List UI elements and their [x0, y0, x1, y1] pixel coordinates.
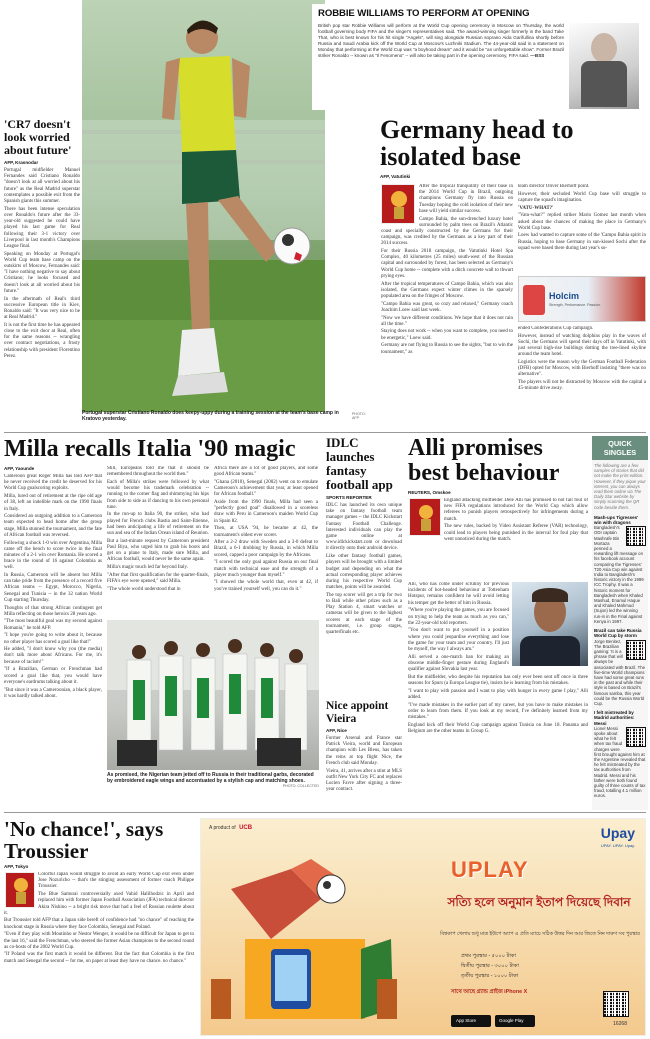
alli-body-top — [408, 498, 588, 580]
ad-product-of: A product of UCB — [209, 825, 253, 831]
milla-paragraph: "I hope you're going to write about it, because no other player has scored a goal like that!" — [4, 633, 102, 645]
nigeria-players-figure — [107, 620, 319, 770]
alli-paragraph: The new rules, backed by Video Assistant Referee (VAR) technology, could lead to players being punished in the interval for foul play that went unnoticed during the match. — [444, 524, 588, 542]
milla-paragraph: Then, at USA '94, he became at 42, the tournament's oldest ever scorer. — [214, 526, 318, 538]
milla-col-1 — [4, 474, 102, 792]
milla-paragraph: "But since it was a Cameroonian, a black player, it was hardly talked about. — [4, 687, 102, 699]
quick-singles-title: QUICK SINGLES — [592, 436, 648, 460]
idlc-article — [326, 436, 402, 686]
milla-paragraph: In Russia, Cameroon will be absent but Milla can take pride from the presence of a record five African teams -- Egypt, Morocco, Nigeria, Senegal and Tunisia -- in the 32 nation World Cup starting Thursday. — [4, 573, 102, 603]
divider — [4, 432, 646, 433]
milla-paragraph: "I scored the only goal against Russia on our final match with technical ease and the strength of a player much younger than myself." — [214, 560, 318, 578]
nigeria-photo-credit: PHOTO: COLLECTED — [282, 784, 319, 788]
vieira-paragraph: Vieira, 41, arrives after a stint at MLS outfit New York City FC and replaces Lucien Favre after signing a three-year contract. — [326, 768, 402, 793]
ad-prize: তৃতীয় পুরস্কার - ১০০০ টাকা — [461, 973, 519, 979]
ad-prize: প্রথম পুরস্কার - ৫০০০ টাকা — [461, 953, 517, 959]
milla-col-2 — [107, 466, 209, 616]
germany-headline: Germany head to isolated base — [380, 115, 574, 171]
quick-item-body: Bangladesh's ODI captain Mashrafe Bin Mortaza penned a rewarding lift message on his facebook account comparing the Tigresses' T20 Asia Cup win against India to Bangladesh's historic victory in the 1999 ICC Trophy. It was a historic moment for Bangladesh when Khaled Mashud, Enamul Haque and Khaled Mahmud (Sujon) led the winning run-in in the Final against Kenya in 1997. — [594, 525, 644, 624]
ad-bangla-sub: বিশ্বকাপ খেলায় শুধু মাত্র ইউপে অ্যাপ এ প্রতি ম্যাচে সঠিক উত্তর দিন আর জিতে নিন দারুণ সব পুরস্কার — [440, 931, 640, 937]
robbie-photo — [569, 23, 639, 109]
milla-paragraph: Still, Europeans told me that it should be remembered throughout the world then." — [107, 466, 209, 478]
upay-ad[interactable] — [200, 818, 646, 1036]
germany-paragraph: team director Oliver Bierhoff point. — [518, 184, 590, 189]
ronaldo-figure — [82, 0, 325, 412]
milla-paragraph: Africa there are a lot of good players, and some good African teams." — [214, 466, 318, 478]
alli-paragraph: Alli, who has come under scrutiny for previous incidents of hot-headed behaviour at Tottenham Hotspur, remains confident he will avoid letting his temper get the better of him in Russia. — [408, 582, 509, 606]
quick-item — [592, 513, 648, 626]
alli-paragraph: England kick off their World Cup campaign against Tunisia on June 18. Panama and Belgium are the other teams in Group G. — [408, 722, 588, 734]
milla-headline: Milla recalls Italia '90 magic — [4, 436, 296, 462]
germany-paragraph: Logistics were the reason why the German Football Federation (DFB) opted for Moscow, with Bierhoff insisting "there was no alternative". — [518, 360, 646, 378]
cr7-paragraph: Portugal midfielder Manuel Fernandes said Cristiano Ronaldo "doesn't look at all worried about his future" as the Real Madrid superstar contemplates a possible exit from the Spanish giants this summer. — [4, 168, 80, 205]
alli-headline: Alli promises best behaviour — [408, 435, 560, 486]
quick-singles — [592, 436, 648, 810]
alli-byline: REUTERS, Omskoe — [408, 490, 451, 495]
milla-paragraph: Each of Milla's strikes were followed by what would become his trademark celebration -- running to the corner flag and shimmying his hips from side to side as if dancing to his own personal tune. — [107, 479, 209, 510]
milla-paragraph: Considered an outgoing addition to a Cameroon team expected to head home after the group stage, Milla stunned the tournament, and the fate of African football was reversed. — [4, 514, 102, 538]
germany-paragraph: ended Confederations Cup campaign. — [518, 326, 594, 331]
milla-paragraph: "The whole world understood that in — [107, 586, 181, 592]
troussier-headline: 'No chance!', says Troussier — [4, 817, 164, 863]
nigeria-caption-text: As promised, the Nigerian team jetted off to Russia in their traditional garbs, decorated by embroidered eagle wings and accentuated by a stylish cap and matching shoes. — [107, 772, 314, 784]
milla-paragraph: "I showed the whole world that, even at 42, if you've trained yourself well, you can do it." — [214, 580, 318, 592]
quick-item-title: I felt mistreated by Madrid authorities: Messi — [594, 710, 635, 726]
germany-paragraph: However, their secluded World Cup base will struggle to capture the squad's imagination. — [518, 191, 646, 203]
google-play-button[interactable]: Google Play — [495, 1015, 535, 1027]
alli-photo — [512, 582, 588, 666]
holcim-logo: Holcim — [549, 291, 580, 301]
milla-paragraph: Milla, lured out of retirement at the ripe old age of 38, left an indelible mark on the 1990 finals in Italy. — [4, 494, 102, 512]
alli-paragraph: "You don't want to put yourself in a position where you could jeopardise everything and lose the game for your team and your country. I'll just be myself, the way I always am." — [408, 628, 509, 653]
milla-paragraph: He added, "I don't know why you (the media) don't talk more about Africans. For me, it's because of racism!" — [4, 647, 102, 665]
milla-paragraph: "If a Brazilian, German or Frenchman had scored a goal like that, you would have everyone's eardrums talking about it. — [4, 667, 102, 685]
qr-code-icon[interactable] — [603, 991, 629, 1017]
cr7-byline: AFP, Krasnodar — [4, 160, 39, 165]
milla-paragraph: Aside from the 1990 finals, Milla had seen a "perfectly good goal" disallowed in a scoreless draw with Peru in Cameroon's maiden World Cup in Spain 82. — [214, 500, 318, 524]
quick-item-title: Mash-ups Tigresses' win with dragons — [594, 514, 639, 526]
alli-paragraph: England attacking midfielder Dele Alli has promised to not fall foul of new FIFA regulations introduced for the World Cup which allow referees to punish players retrospectively for infringements during a match. — [444, 498, 588, 522]
ad-illustration — [211, 829, 401, 1036]
robbie-box — [312, 4, 647, 110]
alli-paragraph: Alli served a one-match ban for making an obscene middle-finger gesture during England's qualifier against Slovakia last year. — [408, 654, 509, 673]
milla-paragraph: "After that first qualification for the quarter-finals, FIFA's eye were opened," said Milla. — [107, 572, 209, 584]
troussier-byline: AFP, Tokyo — [4, 864, 29, 869]
cr7-paragraph: In the aftermath of Real's third successive European title in Kiev, Ronaldo said: "It was very nice to be at Real Madrid." — [4, 296, 80, 321]
troussier-paragraph: "Even if they play with Moutinho or Nestor Wenger, it would be no difficult for Japan to get to the last 16," said the Frenchman, who steered the former Asian champions to the second round as co-hosts of the 2002 World Cup. — [4, 932, 194, 950]
germany-paragraph: Loew had wanted to capture some of the 'Campo Bahia spirit in Russia, hoping to base Germany in sun-kissed Sochi after the squad were based there during last year's so- — [518, 233, 646, 251]
troussier-body — [4, 872, 194, 1037]
vieira-paragraph: Former Arsenal and France star Patrick Vieira, world and European champion with Les Bleus, has taken the reins at top flight Nice, the French club said Monday. — [326, 736, 402, 766]
quick-item — [592, 626, 648, 708]
germany-paragraph: "Now we have different conditions. We hope that it does not rain all the time." — [381, 315, 513, 327]
germany-paragraph: After the tropical tranquillity of their base in the 2014 World Cup in Brazil, outgoing champions Germany fly into Russia on Tuesday hoping the cold isolation of their new base will yield similar success. — [419, 184, 513, 214]
robbie-credit: —BSS — [530, 53, 545, 59]
qr-code-icon[interactable] — [626, 526, 646, 546]
milla-byline: AFP, Yaounde — [4, 466, 35, 471]
vieira-article — [326, 700, 402, 808]
alli-paragraph: "I want to play with passion and I want to play with hunger in every game I play," Alli added. — [408, 688, 588, 700]
ad-bangla-headline: সত্যি হলে অনুমান ইতাপ দিয়েছে দিবান — [447, 895, 631, 909]
germany-paragraph: "Campo Bahia was great, so cozy and relaxed," Germany coach Joachim Loew said last week. — [381, 301, 513, 313]
milla-paragraph: Following a shock 1-0 win over Argentina, Milla came off the bench to score twice in the final minutes of a 2-1 win over Romania. He scored a brace in the round of 16 against Colombia as well. — [4, 540, 102, 571]
qr-code-icon[interactable] — [626, 727, 646, 747]
germany-col-2b — [518, 326, 646, 420]
vieira-byline: AFP, Nice — [326, 728, 347, 733]
troussier-paragraph: "If Poland was the first match it would be different. But the fact that Colombia is the first match and Senegal the second -- for me, on paper at least they have no chance. no chance." — [4, 952, 194, 964]
cr7-paragraph: It is not the first time he has appeared close to the exit door at Real, often for the same reasons -- wrangling over contract negotiations, a frosty relationship with president Florentino Perez. — [4, 322, 80, 359]
ronaldo-caption — [82, 410, 352, 422]
nigeria-caption — [107, 772, 319, 788]
qr-code-icon[interactable] — [626, 640, 646, 660]
idlc-paragraph: Like other fantasy football games, players will be brought with a limited budget and depending on what the actual corresponding player achieves during his respective World Cup matches, points will be awarded. — [326, 554, 402, 591]
app-store-button[interactable]: App Store — [451, 1015, 491, 1027]
ad-prize: দ্বিতীয় পুরস্কার - ৩০০০ টাকা — [461, 963, 519, 969]
ronaldo-caption-text: Portugal superstar Cristiano Ronaldo does keepy-uppy during a training session at the team's base camp in Kratovo yesterday. — [82, 410, 339, 422]
germany-paragraph: Staying does not work -- when you want to complete, you need to be energetic," Loew said. — [381, 329, 513, 341]
ad-prize-list — [461, 953, 621, 983]
nigeria-photo — [107, 620, 319, 770]
ucb-logo: UCB — [239, 825, 253, 831]
milla-paragraph: Milla's magic touch led far beyond Italy. — [107, 565, 188, 571]
cr7-headline: 'CR7 doesn't look worried about future' — [4, 118, 72, 157]
cr7-paragraph: There has been intense speculation over Ronaldo's future after the 33-year-old suggested he could have played his last game for Real following their 3-1 victory over Liverpool in last month's Champions League final. — [4, 206, 80, 249]
germany-col-2 — [518, 184, 646, 274]
robbie-body — [318, 23, 564, 109]
milla-paragraph: But a last-minute request by Cameroon president Paul Biya, who urged him to grab his boots and get on a plane to Italy, made sure Milla, and African football, would never be the same again. — [107, 538, 209, 563]
germany-paragraph: For their Russia 2018 campaign, the Vatutinki Hotel Spa Complex, 40 kilometres (25 miles) south-west of the Russian capital and surrounded by forest, has been selected as Germany's World Cup home -- complete with a ditch concrete wall to thwart prying eyes. — [381, 249, 513, 279]
germany-paragraph: The players will not be distracted by Moscow with the capital a 45-minute drive away. — [518, 380, 646, 392]
germany-byline: AFP, Vatutinki — [380, 174, 411, 179]
robbie-headline: ROBBIE WILLIAMS TO PERFORM AT OPENING — [318, 8, 530, 19]
holcim-tagline: Strength. Performance. Passion. — [549, 303, 601, 307]
germany-paragraph: However, instead of watching dolphins play in the waves of Sochi, the Germans will spend their days off in Vatutinki, with just several high-rise buildings dotting the tree-lined skyline around the team hotel. — [518, 333, 646, 358]
alli-body — [408, 582, 588, 808]
milla-paragraph: After a 2-2 draw with Sweden and a 3-0 defeat to Brazil, a 6-1 drubbing by Russia, in which Milla scored, capped a poor campaign by the Africans. — [214, 540, 318, 558]
ronaldo-photo-credit: PHOTO: AFP — [352, 412, 366, 420]
quick-singles-intro: The following are a few samples of stories that did not make the print edition. However, if they pique your interest, you can always read them online via The Daily Star website by simply scanning the QR code beside them. — [594, 463, 646, 510]
ad-helpline: 16268 — [613, 1021, 627, 1027]
troussier-paragraph: Colorful Japan would struggle to avoid an early World Cup exit even under Jose Nozuricho -- that's the stinging assessment of former coach Philippe Troussier. — [38, 872, 194, 890]
upay-tagline: UPAY. UPAY. Upay. — [600, 843, 635, 848]
milla-paragraph: Cameroon great Roger Milla has told AFP that he never received the credit he deserved for his World Cup goalscoring exploits. — [4, 474, 102, 492]
milla-paragraph: In the run-up to Italia 90, the striker, who had played for French clubs Bastia and Saint-Etienne, had been anticipating a life of retirement on the sun and sea of the Indian Ocean island of Reunion. — [107, 512, 209, 537]
idlc-byline: SPORTS REPORTER — [326, 495, 372, 500]
uplay-title: UPLAY — [451, 857, 529, 882]
ad-grand-prize: সাথে আছে গ্র্যান্ড প্রাইজ iPhone X — [451, 989, 528, 995]
milla-paragraph: "The most beautiful goal was my second against Romania," he told AFP. — [4, 619, 102, 631]
quick-item-title: Brazil can take Russia World Cup by storm — [594, 628, 642, 639]
ronaldo-photo — [82, 0, 325, 412]
alli-paragraph: But the midfielder, who despite his reputation has only ever been sent off once in three seasons for Spurs (a Europa League tie), insists he is learning from his mistakes. — [408, 674, 588, 687]
germany-subhead: 'VATU-WHAT?' — [518, 205, 554, 211]
milla-paragraph: "Ghana (2010), Senegal (2002) went on to emulate Cameroon's achievement that year, at least opened for African football." — [214, 479, 318, 498]
robbie-body-text: British pop star Robbie Williams will perform at the World Cup opening ceremony in Moscow on Thursday, the world football governing body FIFA and the singer's representatives said. The award-winning singer formerly in the band Take That, who is best known for his hit single "Angels", will sing alongside Russian soprano Aida Garifullina shortly before Russia and Saudi Arabia kick off the World Cup at Moscow's Luzhniki Stadium. The 44-year-old said in a statement on Monday that performing at the World Cup was "a boyhood dream" and it would be "an unforgettable show". Former Brazil striker Ronaldo -- known as "Il Fenomeno" -- will also be taking part in the opening ceremony, FIFA said. — [318, 23, 564, 59]
idlc-headline: IDLC launches fantasy football app — [326, 436, 393, 492]
germany-col-1 — [381, 184, 513, 419]
germany-paragraph: Campo Bahia, the sun-drenched luxury hotel surrounded by palm trees on Brazil's Atlantic coast and specially constructed by the Germans for their campaign, was credited by the Germans as a key part of their 2014 success. — [381, 216, 513, 247]
idlc-paragraph: The top scorer will get a trip for two to Bali while other prizes such as a Play Station 4, smart watches or cameras will be given to the highest scorers at each stage of the tournament, i.e. group stages, quarterfinals etc. — [326, 592, 402, 636]
cr7-paragraph: Speaking on Monday at Portugal's World Cup team base camp on the outskirts of Moscow, Fernandes said: "I have nothing negative to say about Cristiano; he looks focused and doesn't look at all worried about his future." — [4, 251, 80, 294]
vieira-headline: Nice appoint Vieira — [326, 700, 389, 725]
milla-paragraph: Thoughts of that strong African contingent get Milla reflecting on those heroics 28 years ago. — [4, 605, 102, 617]
germany-paragraph: Germany are not flying to Russia to see the sights, "but to win the tournament," as — [381, 343, 513, 355]
troussier-paragraph: The Blue Samurai controversially axed Vahid Halilhodzic in April and replaced him with former Japan Football Association (JFA) technical director Akira Nishino -- a bright risk move that had a feel of Russian roulette about it. — [4, 892, 194, 916]
quick-item — [592, 708, 648, 800]
idlc-paragraph: IDLC has launched its own unique take on fantasy football team manager games -- the IDLC Kickstart Fantasy Football Challenge. Interested individuals can play the game online at www.idlckickstart.com or download it directly onto their android device. — [326, 503, 402, 552]
milla-col-3 — [214, 466, 318, 616]
cr7-article — [4, 118, 80, 418]
alli-paragraph: "I've made mistakes in the earlier part of my career, but you have to make mistakes in order to learn from them. If you look at my record, I've definitely learned from my mistakes." — [408, 702, 588, 721]
quick-item-body: Jorge Benitez, The Brazilian gaming: 'It is a phrase that will always be associated with Brazil. The five-time World champions have had some great runs in the past and while their style is based on Brazil's famous samba, this year could be the Russia World Cup. — [594, 638, 646, 706]
divider — [4, 812, 646, 813]
quick-item-body: Lionel Messi spoke about what he felt when tax fraud charges were first brought against him at the Argentine revealed that he felt mistreated by the tax authorities from Madrid. Messi and his father were both found guilty of three counts of tax fraud, totalling 4.1 million euros. — [594, 725, 646, 799]
germany-paragraph: "Vatu-what?" replied striker Mario Gomez last month when asked about the chances of making the place in Germany's World Cup base. — [518, 213, 646, 231]
troussier-paragraph: But Troussier told AFP that a Japan side bereft of confidence had "no chance" of reaching the knockout stage in Russia where they face Colombia, Senegal and Poland. — [4, 918, 194, 930]
upay-logo: Upay — [600, 825, 635, 841]
alli-paragraph: "Where you're playing the games, you are focused on trying to help the team as much as you can," the 22-year-old told reporters. — [408, 608, 509, 626]
holcim-ad — [518, 276, 646, 322]
germany-paragraph: After the tropical temperatures of Campo Bahia, which was also isolated, the Germans expect winter climes in the sparsely populated area on the fringes of Moscow. — [381, 281, 513, 299]
